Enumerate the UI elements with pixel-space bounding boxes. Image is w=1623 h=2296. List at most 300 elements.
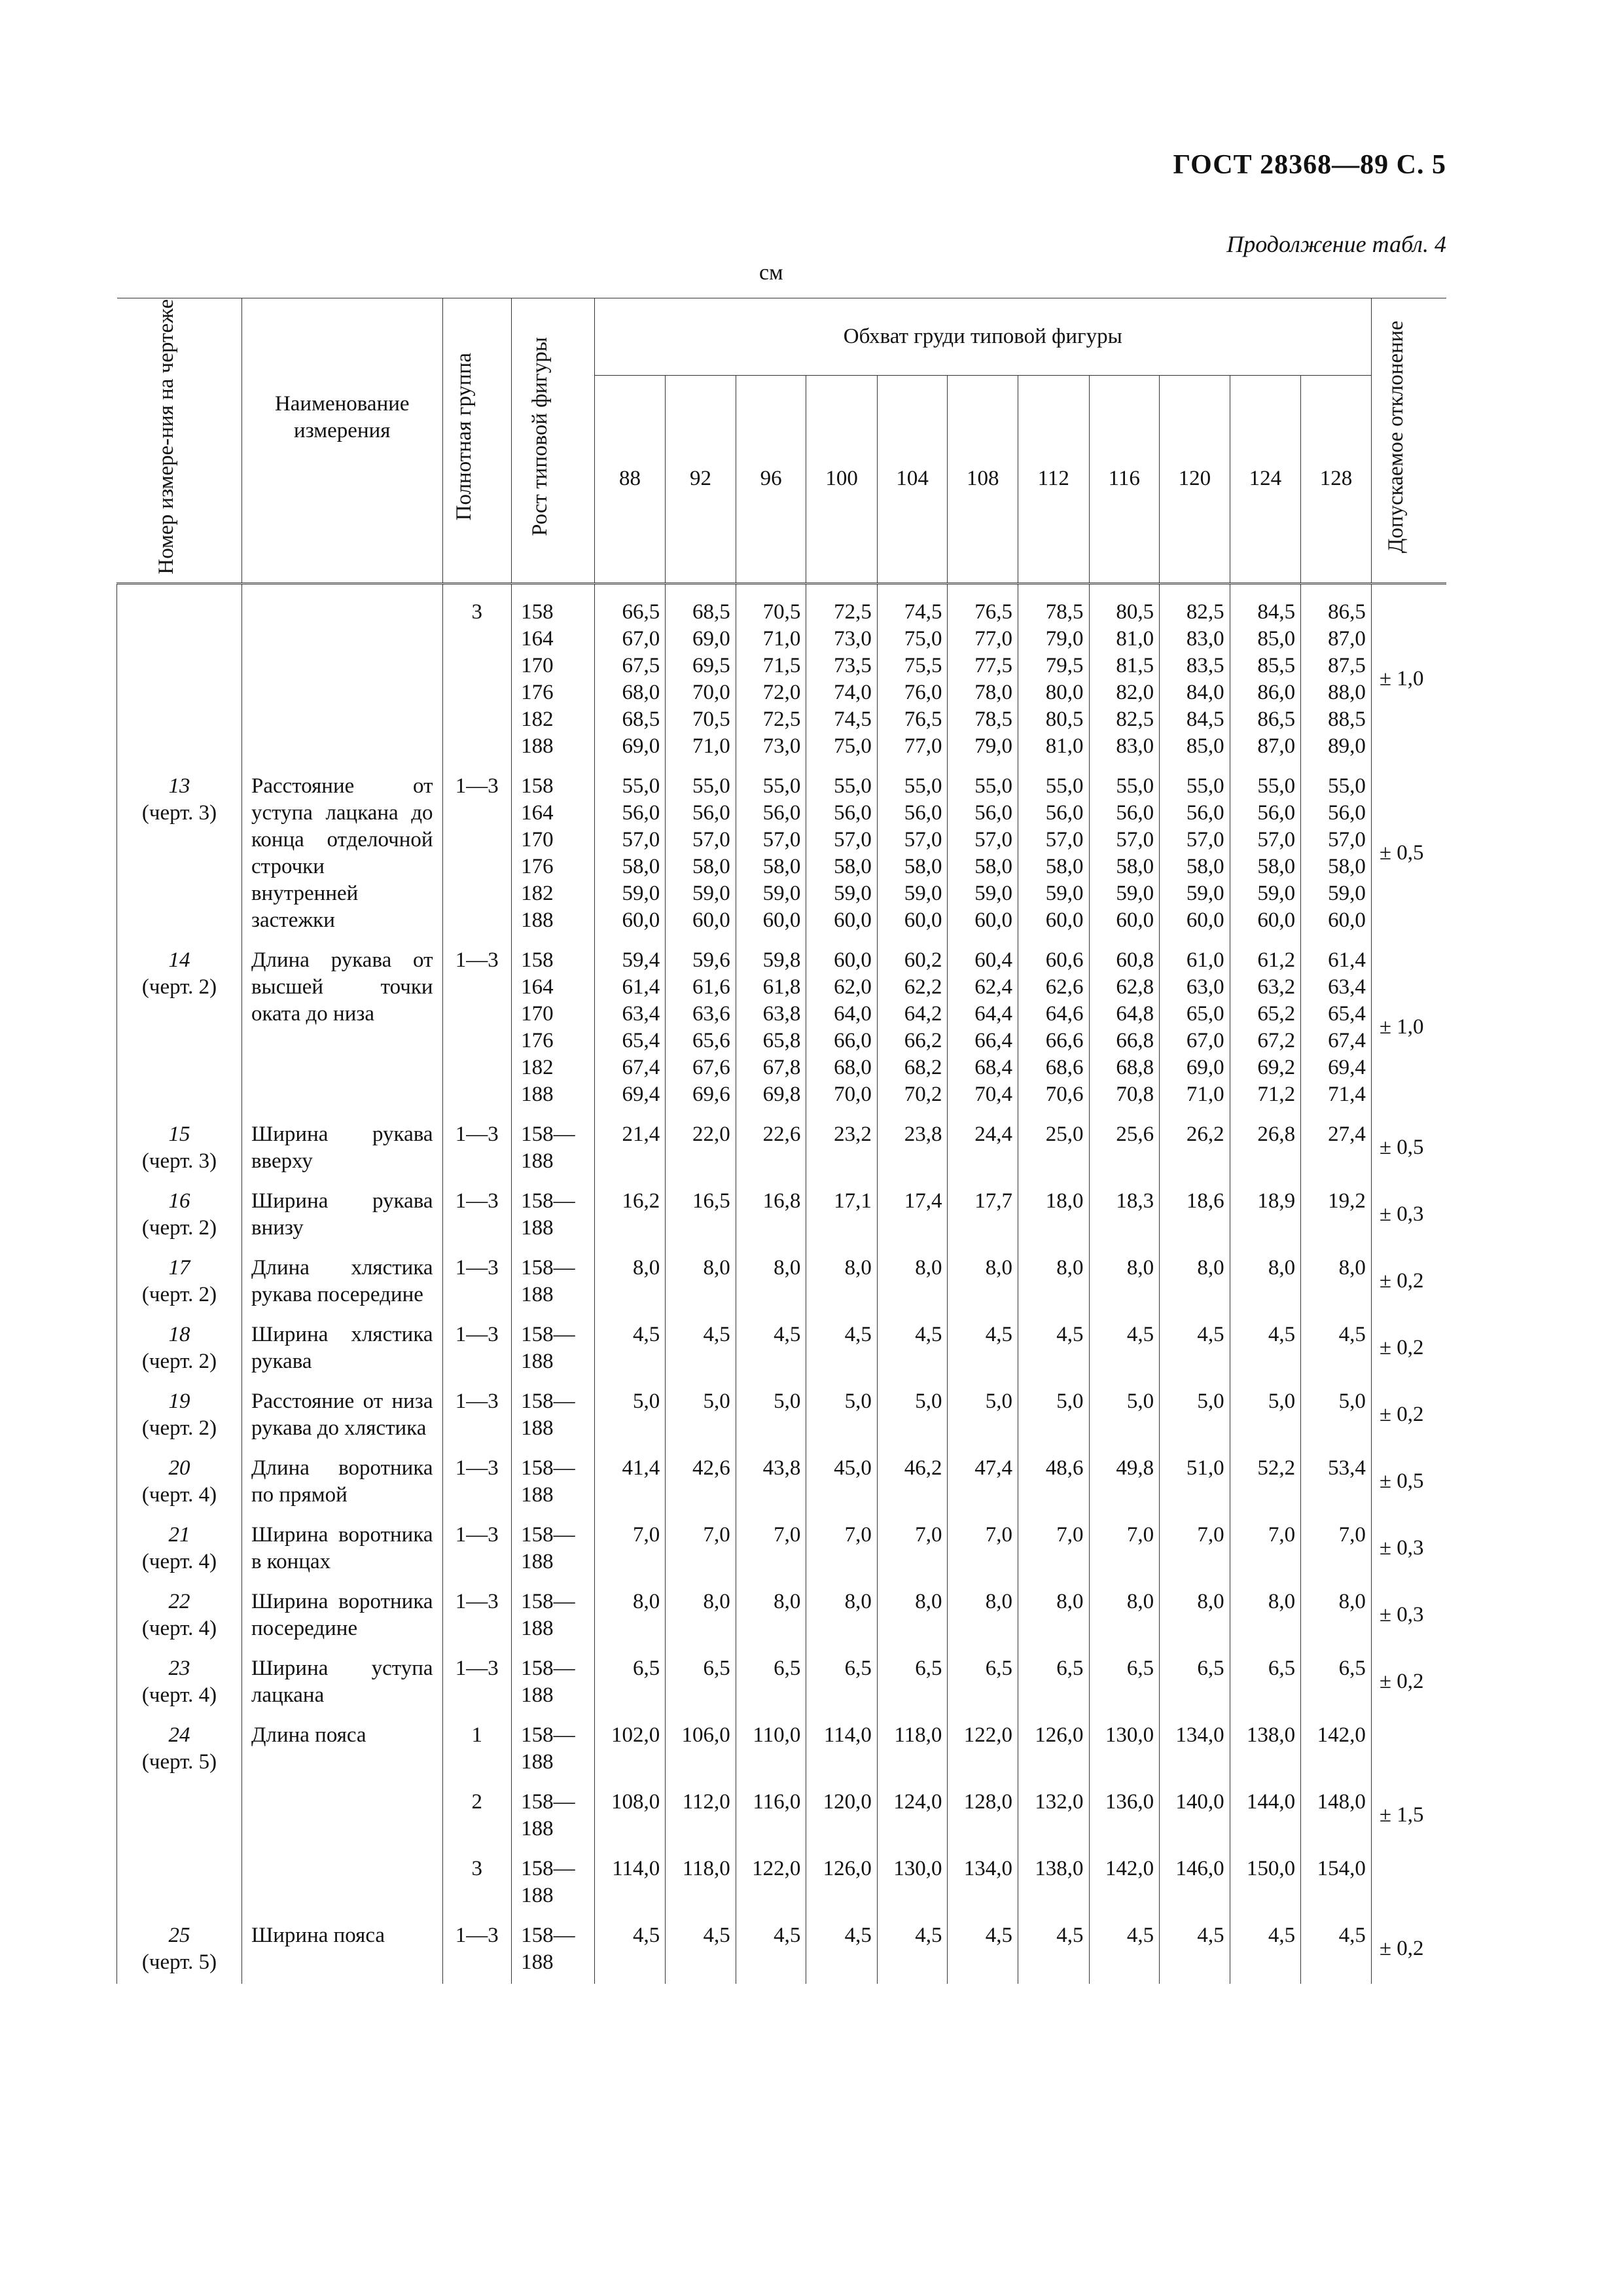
measurement-name: Расстояние от низа рукава до хлястика	[241, 1383, 442, 1450]
drawing-reference: (черт. 2)	[141, 1215, 217, 1240]
measurement-value: 24,4	[974, 1122, 1012, 1146]
measurement-value: 5,0	[844, 1389, 872, 1413]
measurement-value: 4,5	[844, 1322, 872, 1346]
value-cell	[736, 768, 806, 942]
value-cell	[877, 1450, 948, 1516]
measurement-value: 74,5	[904, 600, 942, 624]
value-cell	[736, 1784, 806, 1850]
figure-height: 158	[521, 600, 554, 624]
measurement-value: 65,2	[1257, 1001, 1296, 1026]
tolerance: ± 0,5	[1371, 1116, 1446, 1183]
measurement-value: 64,8	[1116, 1001, 1154, 1026]
drawing-reference: (черт. 4)	[141, 1683, 217, 1707]
value-cell	[877, 1316, 948, 1383]
measurement-name: Ширина рукава вверху	[241, 1116, 442, 1183]
value-cell	[1018, 1383, 1089, 1450]
chest-size-header: 112	[1018, 376, 1089, 583]
measurement-value: 71,2	[1257, 1082, 1296, 1106]
value-cell	[1301, 1183, 1372, 1249]
figure-height: 158—	[521, 1856, 575, 1880]
measurement-value: 59,6	[692, 948, 730, 972]
value-cell	[1301, 1116, 1372, 1183]
figure-height: 176	[521, 1028, 554, 1052]
measurement-value: 58,0	[1045, 854, 1084, 878]
figure-height: 188	[521, 1082, 554, 1106]
figure-height: 188	[521, 1282, 554, 1306]
measurement-value: 4,5	[1338, 1322, 1366, 1346]
value-cell	[948, 1383, 1018, 1450]
measurement-value: 60,2	[904, 948, 942, 972]
table-row	[117, 1116, 1447, 1183]
figure-height: 170	[521, 1001, 554, 1026]
measurement-value: 70,0	[692, 680, 730, 704]
measurement-value: 69,2	[1257, 1055, 1296, 1079]
measurement-value: 7,0	[774, 1522, 801, 1547]
drawing-reference: (черт. 2)	[141, 1416, 217, 1440]
value-cell	[1230, 1650, 1301, 1717]
measurement-value: 8,0	[985, 1255, 1012, 1280]
fullness-group: 1—3	[442, 1450, 512, 1516]
value-cell	[1018, 1249, 1089, 1316]
value-cell	[594, 1516, 666, 1583]
figure-height: 188	[521, 1349, 554, 1373]
measurement-value: 7,0	[985, 1522, 1012, 1547]
value-cell	[1089, 1183, 1160, 1249]
figure-height: 188	[521, 1950, 554, 1974]
measurement-value: 72,5	[834, 600, 872, 624]
measurement-value: 4,5	[774, 1322, 801, 1346]
measurement-name: Ширина рукава внизу	[241, 1183, 442, 1249]
measurement-value: 85,0	[1257, 626, 1296, 651]
measurement-value: 83,0	[1116, 734, 1154, 758]
measurement-value: 56,0	[834, 800, 872, 825]
measurement-value: 154,0	[1317, 1856, 1366, 1880]
header-figure-height	[512, 298, 595, 584]
measurement-value: 70,4	[974, 1082, 1012, 1106]
measurement-value: 8,0	[915, 1255, 942, 1280]
figure-height: 188	[521, 1749, 554, 1774]
measurement-value: 62,4	[974, 975, 1012, 999]
value-cell	[736, 1183, 806, 1249]
value-cell	[666, 1917, 736, 1984]
measurement-name: Длина рукава от высшей точки оката до низа	[241, 942, 442, 1116]
fullness-group: 1—3	[442, 1249, 512, 1316]
measurement-name: Ширина хлястика рукава	[241, 1316, 442, 1383]
header-tolerance-text: Допускаемое отклонение	[1383, 320, 1408, 553]
measurement-value: 132,0	[1035, 1789, 1084, 1814]
fullness-group: 1—3	[442, 942, 512, 1116]
measurement-value: 68,6	[1045, 1055, 1084, 1079]
measurement-value: 146,0	[1175, 1856, 1224, 1880]
value-cell	[1160, 1917, 1230, 1984]
value-cell	[1301, 1784, 1372, 1850]
measurement-value: 45,0	[834, 1456, 872, 1480]
value-cell	[594, 1450, 666, 1516]
figure-height-cell	[512, 1650, 595, 1717]
header-chest-girth: Обхват груди типовой фигуры	[594, 298, 1371, 376]
value-cell	[1301, 1383, 1372, 1450]
value-cell	[1230, 1383, 1301, 1450]
measurement-value: 4,5	[1056, 1322, 1084, 1346]
value-cell	[948, 1650, 1018, 1717]
measurement-value: 57,0	[1116, 827, 1154, 852]
value-cell	[594, 768, 666, 942]
measurement-value: 5,0	[1056, 1389, 1084, 1413]
header-measurement-number-text: Номер измере-ния на чертеже	[154, 299, 178, 575]
measurement-value: 73,0	[834, 626, 872, 651]
value-cell	[948, 1116, 1018, 1183]
value-cell	[877, 583, 948, 768]
measurement-value: 18,3	[1116, 1189, 1154, 1213]
header-tolerance	[1371, 298, 1446, 584]
value-cell	[666, 1650, 736, 1717]
measurement-value: 59,0	[1116, 881, 1154, 905]
measurement-value: 120,0	[823, 1789, 872, 1814]
value-cell	[1089, 1917, 1160, 1984]
measurement-value: 16,5	[692, 1189, 730, 1213]
measurement-value: 122,0	[963, 1723, 1012, 1747]
measurement-name: Длина хлястика рукава посередине	[241, 1249, 442, 1316]
value-cell	[1089, 1784, 1160, 1850]
measurement-value: 46,2	[904, 1456, 942, 1480]
measurement-value: 63,4	[622, 1001, 660, 1026]
measurement-value: 75,5	[904, 653, 942, 677]
figure-height-cell	[512, 1183, 595, 1249]
table-row	[117, 1784, 1447, 1850]
value-cell	[666, 1383, 736, 1450]
fullness-group: 1—3	[442, 1383, 512, 1450]
figure-height: 188	[521, 1616, 554, 1640]
figure-height: 188	[521, 1215, 554, 1240]
measurement-value: 8,0	[915, 1589, 942, 1613]
measurement-value: 43,8	[762, 1456, 801, 1480]
measurement-value: 58,0	[834, 854, 872, 878]
drawing-reference: (черт. 4)	[141, 1616, 217, 1640]
measurement-number: 13	[168, 774, 190, 798]
measurement-value: 49,8	[1116, 1456, 1154, 1480]
measurement-value: 69,4	[622, 1082, 660, 1106]
measurement-value: 8,0	[1056, 1589, 1084, 1613]
measurement-name: Длина пояса	[241, 1717, 442, 1784]
figure-height: 164	[521, 800, 554, 825]
value-cell	[594, 1850, 666, 1917]
measurement-number-cell	[117, 768, 242, 942]
tolerance: ± 0,2	[1371, 1383, 1446, 1450]
value-cell	[1301, 1717, 1372, 1784]
measurement-value: 4,5	[633, 1322, 660, 1346]
value-cell	[806, 1583, 878, 1650]
fullness-group: 3	[442, 583, 512, 768]
chest-size-header: 92	[666, 376, 736, 583]
measurement-value: 58,0	[1257, 854, 1296, 878]
table-row	[117, 768, 1447, 942]
measurement-value: 63,4	[1328, 975, 1366, 999]
table-row	[117, 1650, 1447, 1717]
measurement-value: 68,4	[974, 1055, 1012, 1079]
measurement-value: 4,5	[774, 1923, 801, 1947]
value-cell	[1018, 1450, 1089, 1516]
measurement-value: 87,0	[1257, 734, 1296, 758]
measurement-value: 78,5	[974, 707, 1012, 731]
measurement-value: 59,0	[622, 881, 660, 905]
figure-height: 158—	[521, 1589, 575, 1613]
value-cell	[594, 1316, 666, 1383]
measurement-number-cell	[117, 1850, 242, 1917]
measurement-value: 67,5	[622, 653, 660, 677]
value-cell	[806, 1450, 878, 1516]
tolerance: ± 0,2	[1371, 1316, 1446, 1383]
measurement-value: 7,0	[633, 1522, 660, 1547]
measurement-value: 57,0	[974, 827, 1012, 852]
value-cell	[1089, 1850, 1160, 1917]
measurement-number: 23	[168, 1656, 190, 1680]
measurement-value: 64,0	[834, 1001, 872, 1026]
tolerance: ± 0,2	[1371, 1249, 1446, 1316]
value-cell	[877, 1383, 948, 1450]
measurement-value: 85,0	[1186, 734, 1224, 758]
measurement-value: 8,0	[1056, 1255, 1084, 1280]
measurement-value: 60,0	[834, 948, 872, 972]
measurement-value: 67,4	[1328, 1028, 1366, 1052]
measurement-value: 55,0	[1328, 774, 1366, 798]
measurement-number: 17	[168, 1255, 190, 1280]
value-cell	[1018, 1717, 1089, 1784]
measurement-value: 67,2	[1257, 1028, 1296, 1052]
measurement-value: 4,5	[915, 1923, 942, 1947]
measurement-number-cell	[117, 1183, 242, 1249]
measurement-value: 134,0	[963, 1856, 1012, 1880]
value-cell	[1089, 1116, 1160, 1183]
tolerance: ± 0,2	[1371, 1650, 1446, 1717]
measurement-value: 23,8	[904, 1122, 942, 1146]
measurement-value: 64,2	[904, 1001, 942, 1026]
measurement-name	[241, 583, 442, 768]
figure-height: 188	[521, 908, 554, 932]
measurement-value: 5,0	[1338, 1389, 1366, 1413]
value-cell	[806, 583, 878, 768]
measurement-value: 59,0	[692, 881, 730, 905]
measurement-value: 56,0	[762, 800, 801, 825]
value-cell	[806, 1183, 878, 1249]
measurement-value: 60,0	[834, 908, 872, 932]
measurement-value: 16,8	[762, 1189, 801, 1213]
measurement-value: 61,4	[622, 975, 660, 999]
figure-height: 188	[521, 1883, 554, 1907]
value-cell	[666, 1116, 736, 1183]
measurement-value: 4,5	[1197, 1923, 1224, 1947]
measurement-value: 60,0	[904, 908, 942, 932]
value-cell	[736, 1116, 806, 1183]
value-cell	[1230, 942, 1301, 1116]
measurement-value: 69,6	[692, 1082, 730, 1106]
value-cell	[736, 583, 806, 768]
value-cell	[736, 1650, 806, 1717]
measurement-value: 60,0	[1045, 908, 1084, 932]
measurement-value: 102,0	[611, 1723, 660, 1747]
header-measurement-name-text: Наименование измерения	[274, 391, 410, 442]
tolerance: ± 1,0	[1371, 583, 1446, 768]
measurement-value: 5,0	[985, 1389, 1012, 1413]
figure-height-cell	[512, 1850, 595, 1917]
measurement-number: 20	[168, 1456, 190, 1480]
measurement-value: 69,0	[622, 734, 660, 758]
value-cell	[1018, 1516, 1089, 1583]
measurement-value: 88,0	[1328, 680, 1366, 704]
measurement-value: 148,0	[1317, 1789, 1366, 1814]
measurement-value: 58,0	[1186, 854, 1224, 878]
value-cell	[594, 1917, 666, 1984]
measurement-value: 7,0	[1126, 1522, 1154, 1547]
measurement-value: 82,5	[1186, 600, 1224, 624]
measurement-value: 66,2	[904, 1028, 942, 1052]
value-cell	[594, 583, 666, 768]
value-cell	[736, 942, 806, 1116]
measurement-value: 75,0	[834, 734, 872, 758]
chest-size-header: 120	[1160, 376, 1230, 583]
drawing-reference: (черт. 4)	[141, 1482, 217, 1507]
measurement-value: 134,0	[1175, 1723, 1224, 1747]
measurement-value: 110,0	[753, 1723, 801, 1747]
value-cell	[666, 1784, 736, 1850]
measurement-value: 58,0	[904, 854, 942, 878]
measurement-value: 67,8	[762, 1055, 801, 1079]
measurement-value: 55,0	[692, 774, 730, 798]
measurement-value: 70,5	[692, 707, 730, 731]
measurement-value: 128,0	[963, 1789, 1012, 1814]
measurement-value: 65,6	[692, 1028, 730, 1052]
measurement-value: 5,0	[915, 1389, 942, 1413]
figure-height: 158—	[521, 1522, 575, 1547]
measurement-value: 82,0	[1116, 680, 1154, 704]
chest-size-header: 100	[806, 376, 878, 583]
fullness-group: 1	[442, 1717, 512, 1784]
value-cell	[1160, 942, 1230, 1116]
measurement-number-cell	[117, 1116, 242, 1183]
measurement-value: 56,0	[904, 800, 942, 825]
figure-height: 176	[521, 680, 554, 704]
measurement-value: 8,0	[1197, 1589, 1224, 1613]
table-continuation-label: Продолжение табл. 4	[1226, 231, 1446, 257]
value-cell	[1089, 1249, 1160, 1316]
measurement-value: 66,4	[974, 1028, 1012, 1052]
measurement-value: 4,5	[1056, 1923, 1084, 1947]
measurement-value: 60,0	[1257, 908, 1296, 932]
measurement-value: 55,0	[622, 774, 660, 798]
measurement-value: 7,0	[1268, 1522, 1296, 1547]
value-cell	[1230, 1116, 1301, 1183]
measurement-value: 74,0	[834, 680, 872, 704]
value-cell	[1018, 1917, 1089, 1984]
value-cell	[1230, 1316, 1301, 1383]
measurement-value: 60,0	[692, 908, 730, 932]
value-cell	[1160, 1249, 1230, 1316]
value-cell	[948, 1850, 1018, 1917]
chest-size-header: 108	[948, 376, 1018, 583]
value-cell	[1018, 768, 1089, 942]
measurement-value: 25,0	[1045, 1122, 1084, 1146]
header-fullness-group-text: Полнотная группа	[452, 353, 476, 521]
measurement-value: 55,0	[1257, 774, 1296, 798]
measurement-value: 58,0	[622, 854, 660, 878]
measurement-value: 68,8	[1116, 1055, 1154, 1079]
measurement-number: 14	[168, 948, 190, 972]
table-row	[117, 1249, 1447, 1316]
measurement-value: 56,0	[974, 800, 1012, 825]
measurement-number-cell	[117, 1249, 242, 1316]
chest-size-header: 96	[736, 376, 806, 583]
value-cell	[736, 1516, 806, 1583]
value-cell	[594, 1383, 666, 1450]
measurement-value: 5,0	[633, 1389, 660, 1413]
value-cell	[1301, 1917, 1372, 1984]
figure-height: 176	[521, 854, 554, 878]
measurement-value: 68,2	[904, 1055, 942, 1079]
chest-size-header: 128	[1301, 376, 1372, 583]
figure-height: 158—	[521, 1723, 575, 1747]
measurement-value: 6,5	[844, 1656, 872, 1680]
value-cell	[877, 1183, 948, 1249]
measurement-value: 56,0	[1257, 800, 1296, 825]
figure-height: 188	[521, 734, 554, 758]
measurement-value: 17,4	[904, 1189, 942, 1213]
figure-height: 158	[521, 948, 554, 972]
fullness-group: 1—3	[442, 768, 512, 942]
measurement-value: 18,6	[1186, 1189, 1224, 1213]
measurement-value: 56,0	[1045, 800, 1084, 825]
value-cell	[1230, 1249, 1301, 1316]
value-cell	[948, 768, 1018, 942]
tolerance: ± 0,3	[1371, 1183, 1446, 1249]
tolerance: ± 1,5	[1371, 1784, 1446, 1850]
measurement-value: 25,6	[1116, 1122, 1154, 1146]
figure-height-cell	[512, 1917, 595, 1984]
measurement-value: 60,0	[762, 908, 801, 932]
measurement-value: 61,8	[762, 975, 801, 999]
measurement-value: 62,8	[1116, 975, 1154, 999]
value-cell	[666, 1249, 736, 1316]
measurement-value: 61,0	[1186, 948, 1224, 972]
measurement-name: Ширина уступа лацкана	[241, 1650, 442, 1717]
measurement-value: 6,5	[985, 1656, 1012, 1680]
measurement-value: 65,4	[1328, 1001, 1366, 1026]
value-cell	[806, 1917, 878, 1984]
value-cell	[877, 1717, 948, 1784]
value-cell	[877, 1650, 948, 1717]
measurement-value: 17,7	[974, 1189, 1012, 1213]
value-cell	[948, 942, 1018, 1116]
fullness-group: 1—3	[442, 1583, 512, 1650]
measurement-value: 6,5	[774, 1656, 801, 1680]
measurement-number-cell	[117, 1650, 242, 1717]
figure-height-cell	[512, 1249, 595, 1316]
measurement-value: 53,4	[1328, 1456, 1366, 1480]
measurement-value: 76,0	[904, 680, 942, 704]
figure-height-cell	[512, 1717, 595, 1784]
figure-height-cell	[512, 942, 595, 1116]
measurement-value: 55,0	[904, 774, 942, 798]
value-cell	[594, 1650, 666, 1717]
measurement-value: 68,5	[692, 600, 730, 624]
measurement-value: 57,0	[1186, 827, 1224, 852]
value-cell	[666, 1450, 736, 1516]
measurement-value: 124,0	[893, 1789, 942, 1814]
measurement-value: 73,5	[834, 653, 872, 677]
value-cell	[1018, 1183, 1089, 1249]
table-row	[117, 1717, 1447, 1784]
drawing-reference: (черт. 2)	[141, 975, 217, 999]
value-cell	[1301, 583, 1372, 768]
figure-height-cell	[512, 583, 595, 768]
